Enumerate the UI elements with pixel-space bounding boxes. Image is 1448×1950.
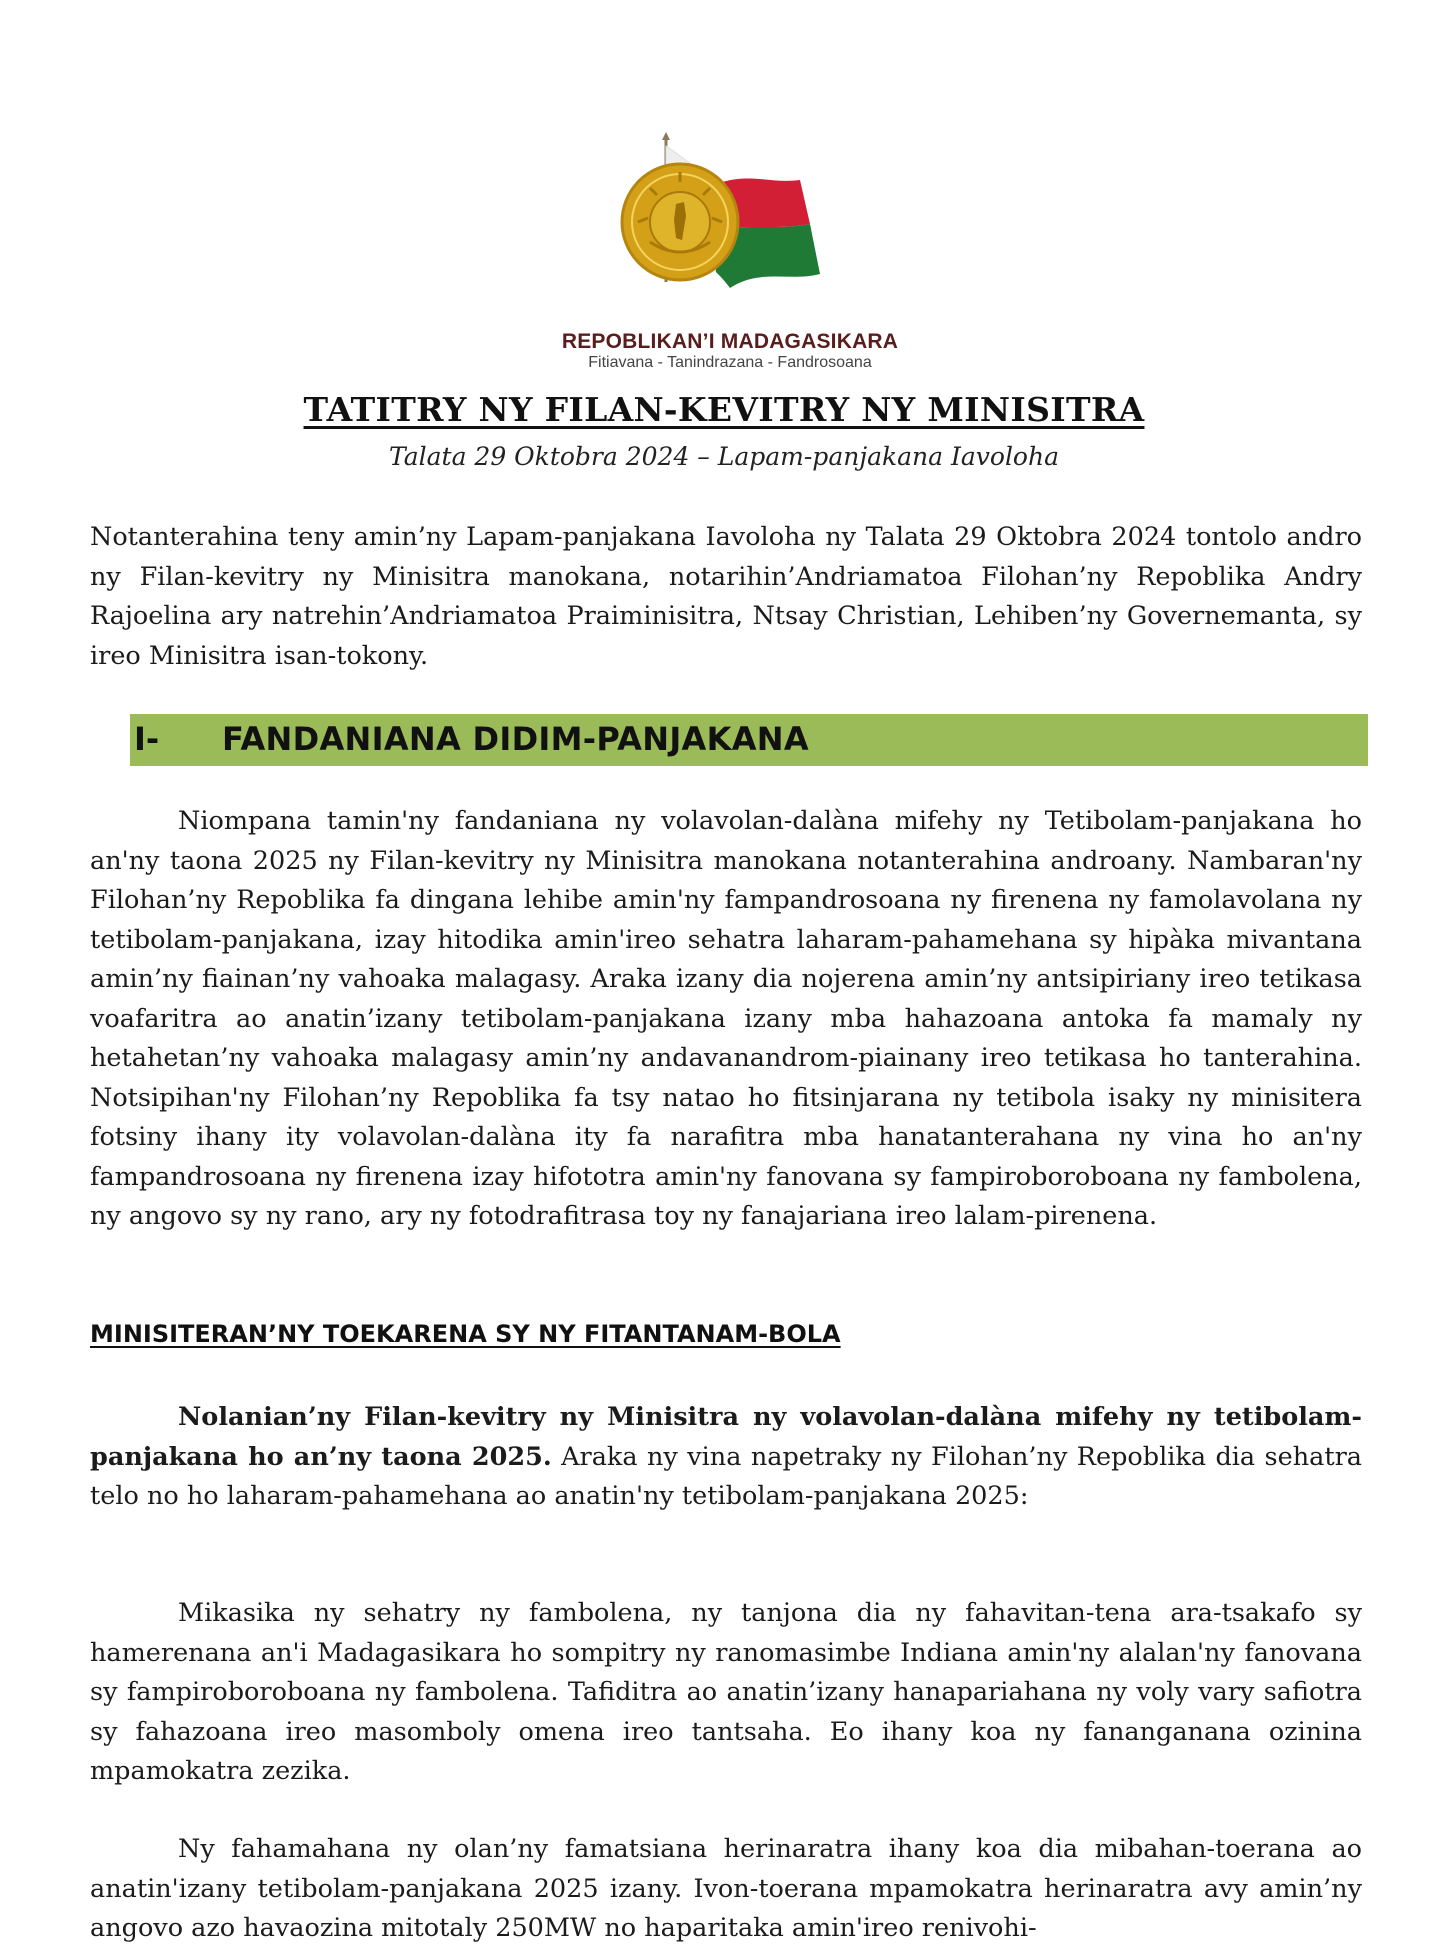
ministry-bold-text: Nolanian’ny Filan-kevitry ny Minisitra ny volavolan-dalàna mifehy ny tetibolam-panjakana ho an’ny taona 2025. (90, 1402, 1362, 1472)
agriculture-paragraph: Mikasika ny sehatry ny fambolena, ny tanjona dia ny fahavitan-tena ara-tsakafo sy hamerenana an'i Madagasikara ho sompitry ny ranomasimbe Indiana amin'ny alalan'ny fanovana sy fampiroboroboana ny fambolena. Tafiditra ao anatin’izany hanapariahana ny voly vary safiotra sy fahazoana ireo masomboly omena ireo tantsaha. Eo ihany koa ny fananganana ozinina mpamokatra zezika. (90, 1598, 1362, 1786)
energy-paragraph: Ny fahamahana ny olan’ny famatsiana herinaratra ihany koa dia mibahan-toerana ao anatin'izany tetibolam-panjakana 2025 izany. Ivon-toerana mpamokatra herinaratra avy amin’ny angovo azo havaozina mitotaly 250MW no haparitaka amin'ireo renivohi- (90, 1834, 1362, 1943)
section-heading-bar (130, 714, 1368, 766)
ministry-text: Araka ny vina napetraky ny Filohan’ny Repoblika dia sehatra telo no ho laharam-pahamehana ao anatin'ny tetibolam-panjakana 2025: (90, 1441, 1362, 1511)
document-title: TATITRY NY FILAN-KEVITRY NY MINISITRA (303, 390, 1145, 429)
emblem-caption (520, 330, 940, 372)
country-name: REPOBLIKAN’I MADAGASIKARA (561, 330, 899, 353)
section-number: I- (134, 720, 160, 758)
intro-paragraph: Notanterahina teny amin’ny Lapam-panjakana Iavoloha ny Talata 29 Oktobra 2024 tontolo andro ny Filan-kevitry ny Minisitra manokana, notarihin’Andriamatoa Filohan’ny Repoblika Andry Rajoelina ary natrehin’Andriamatoa Praiminisitra, Ntsay Christian, Lehiben’ny Governemanta, sy ireo Minisitra isan-tokony. (90, 522, 1362, 671)
section-paragraph: Niompana tamin'ny fandaniana ny volavolan-dalàna mifehy ny Tetibolam-panjakana ho an'ny taona 2025 ny Filan-kevitry ny Minisitra manokana notanterahina androany. Nambaran'ny Filohan’ny Repoblika fa dingana lehibe amin'ny fampandrosoana ny firenena ny famolavolana ny tetibolam-panjakana, izay hitodika amin'ireo sehatra laharam-pahamehana sy hipàka mivantana amin’ny fiainan’ny vahoaka malagasy. Araka izany dia nojerena amin’ny antsipiriany ireo tetikasa voafaritra ao anatin’izany tetibolam-panjakana izany mba hahazoana antoka fa mamaly ny hetahetan’ny vahoaka malagasy amin’ny andavanandrom-piainany ireo tetikasa ho tanterahina. Notsipihan'ny Filohan’ny Repoblika fa tsy natao ho fitsinjarana ny tetibola isaky ny minisitera fotsiny ihany ity volavolan-dalàna ity fa narafitra mba hanatanterahana ny vina ho an'ny fampandrosoana ny firenena izay hifototra amin'ny fanovana sy fampiroboroboana ny fambolena, ny angovo sy ny rano, ary ny fotodrafitrasa toy ny fanajariana ireo lalam-pirenena. (90, 806, 1362, 1231)
ministry-paragraph (90, 1398, 1362, 1517)
ministry-heading: MINISITERAN’NY TOEKARENA SY NY FITANTANAM-BOLA (90, 1320, 841, 1348)
madagascar-emblem-icon (620, 132, 840, 332)
document-subtitle: Talata 29 Oktobra 2024 – Lapam-panjakana Iavoloha (388, 442, 1059, 471)
national-motto: Fitiavana - Tanindrazana - Fandrosoana (588, 354, 872, 371)
section-title: FANDANIANA DIDIM-PANJAKANA (222, 720, 809, 758)
